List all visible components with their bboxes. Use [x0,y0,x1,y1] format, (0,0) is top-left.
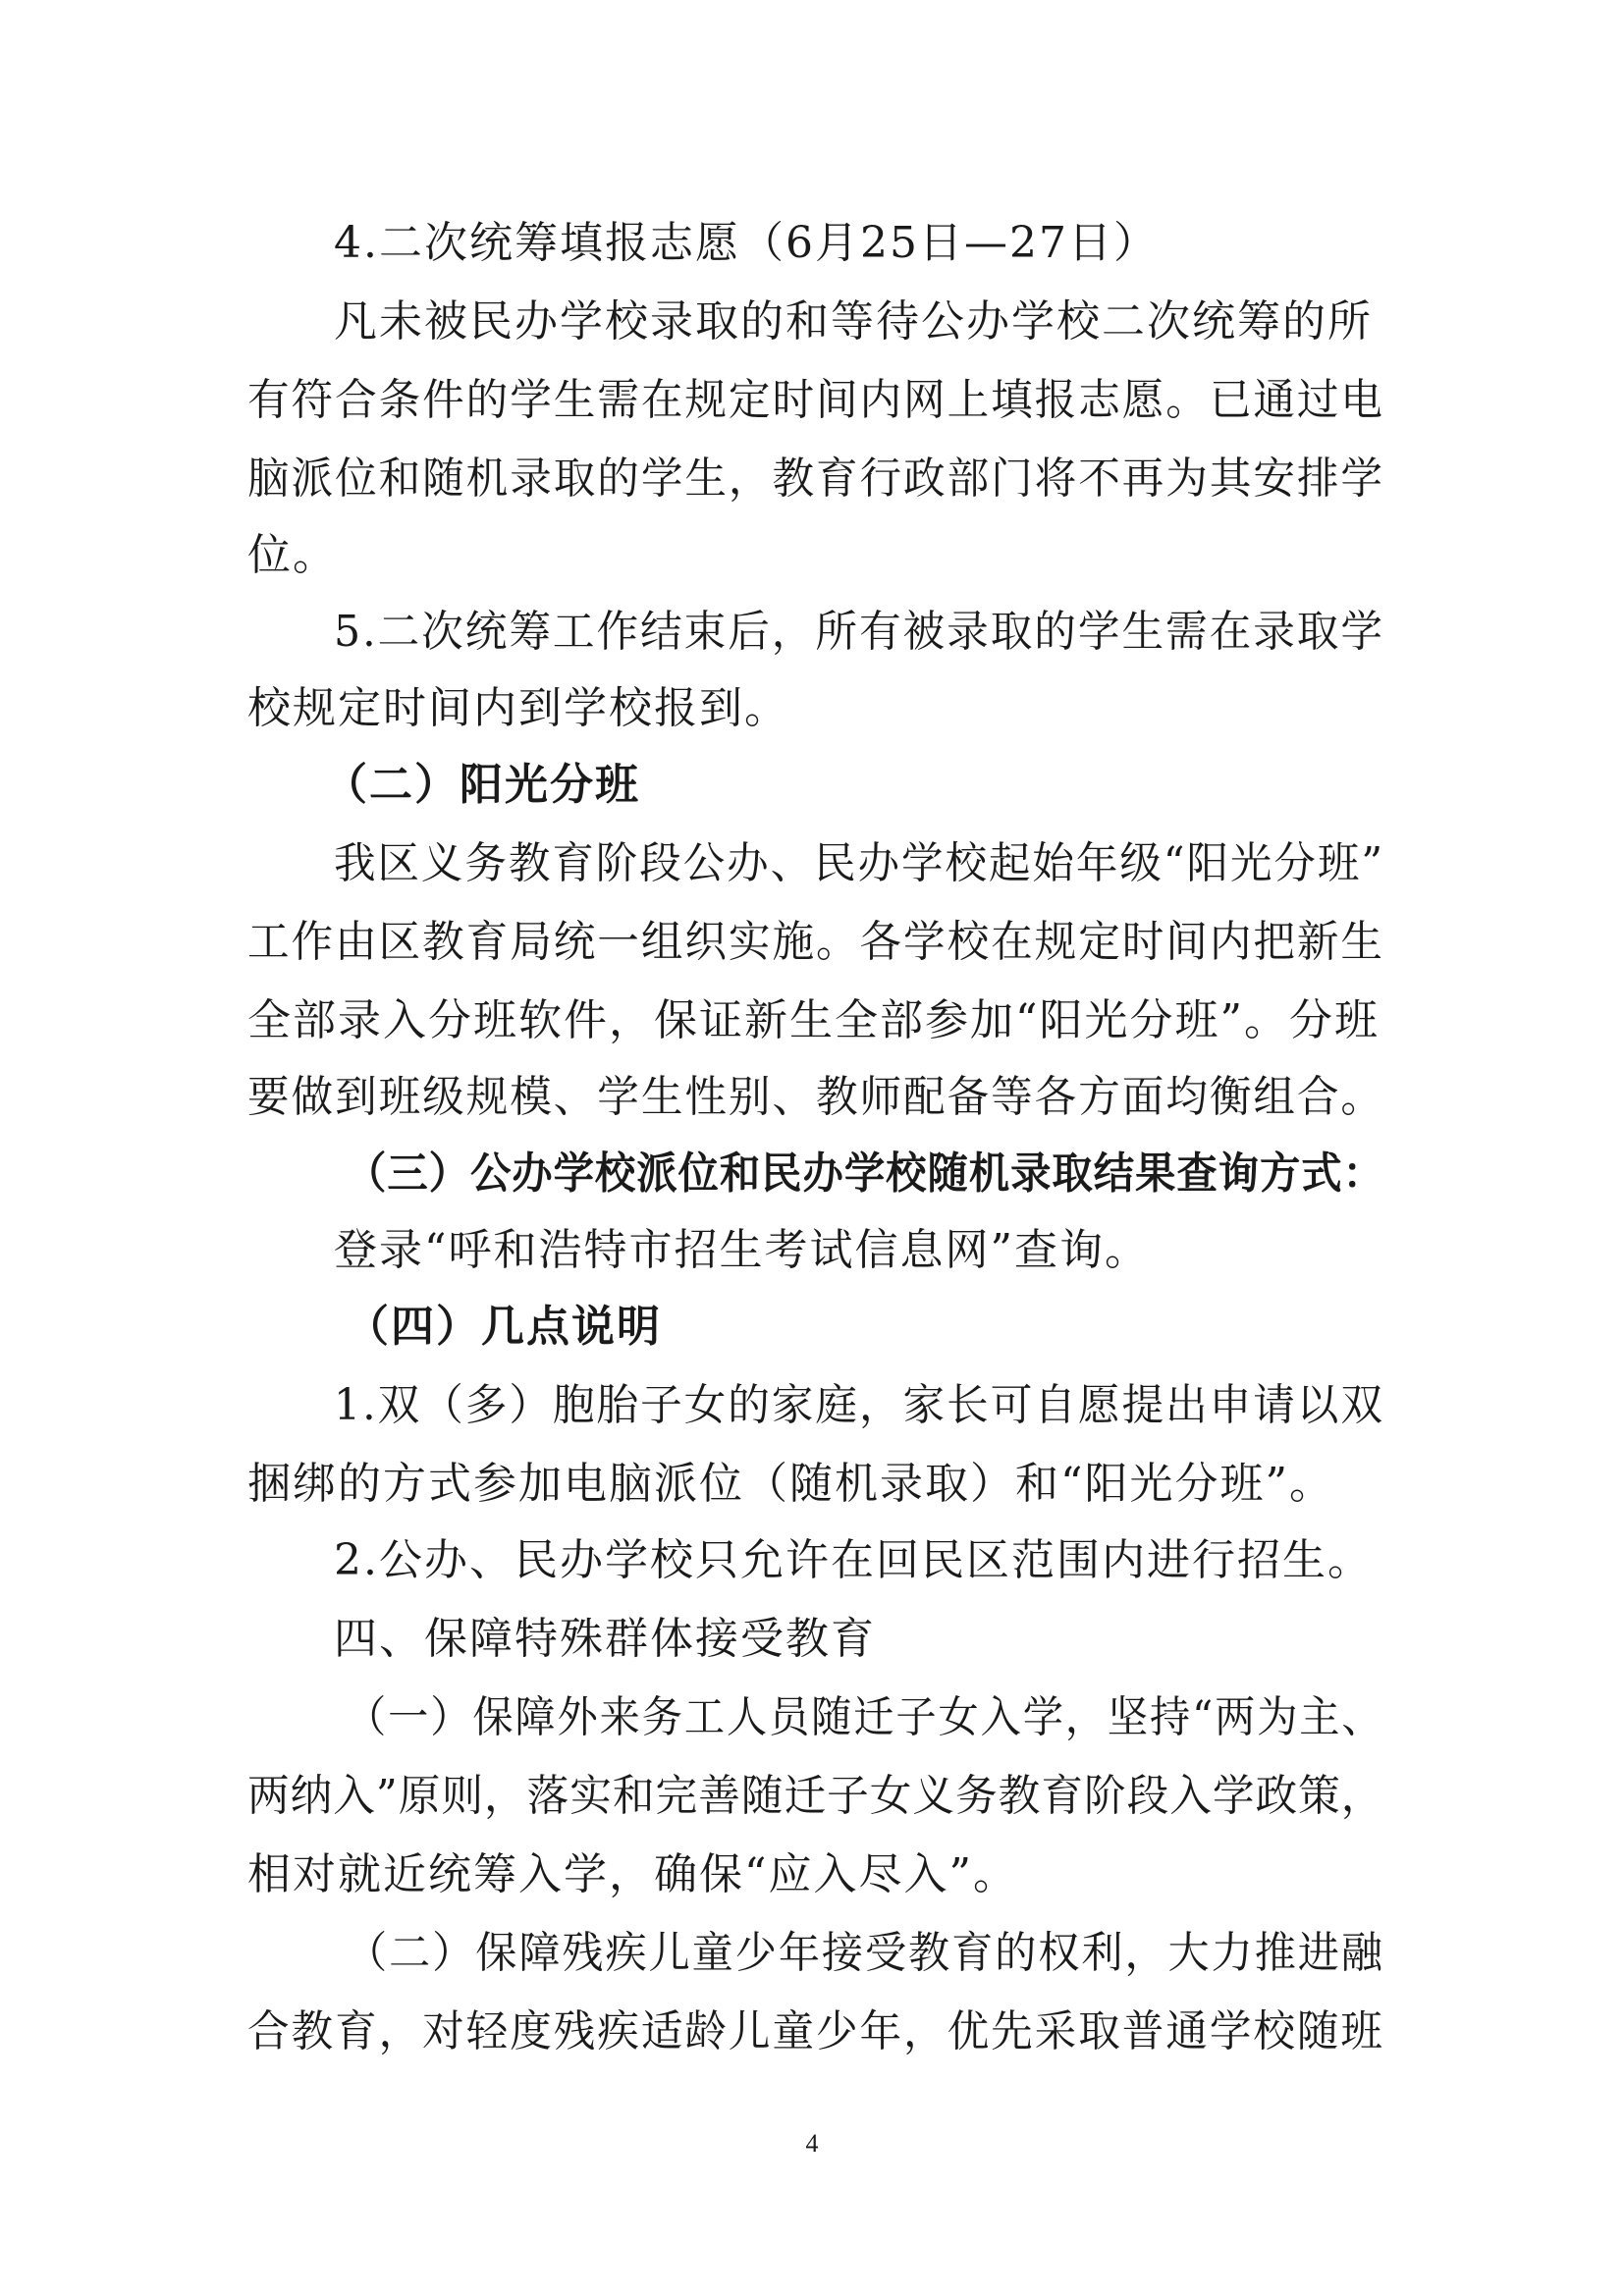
text-line: 捆绑的方式参加电脑派位（随机录取）和“阳光分班”。 [247,1459,1334,1509]
text-line: 相对就近统筹入学，确保“应入尽入”。 [247,1849,1018,1899]
text-line: （二）保障残疾儿童少年接受教育的权利，大力推进融 [346,1928,1384,1978]
section-heading: （四）几点说明 [346,1302,662,1352]
text-line: 登录“呼和浩特市招生考试信息网”查询。 [334,1225,1150,1275]
text-line: （一）保障外来务工人员随迁子女入学，坚持“两为主、 [346,1692,1384,1742]
page-number: 4 [805,2129,819,2158]
text-line: 校规定时间内到学校报到。 [247,683,789,733]
text-line: 全部录入分班软件，保证新生全部参加“阳光分班”。分班 [247,995,1380,1045]
text-line: 工作由区教育局统一组织实施。各学校在规定时间内把新生 [247,917,1384,967]
text-line: 我区义务教育阶段公办、民办学校起始年级“阳光分班” [334,838,1385,888]
text-line: 4.二次统筹填报志愿（6月25日—27日） [334,218,1159,268]
section-heading: （二）阳光分班 [324,760,640,810]
text-line: 5.二次统筹工作结束后，所有被录取的学生需在录取学 [334,607,1384,657]
text-line: 要做到班级规模、学生性别、教师配备等各方面均衡组合。 [247,1072,1384,1122]
text-line: 两纳入”原则，落实和完善随迁子女义务教育阶段入学政策， [247,1771,1384,1821]
text-line: 1.双（多）胞胎子女的家庭，家长可自愿提出申请以双 [334,1380,1384,1430]
section-heading: 四、保障特殊群体接受教育 [334,1614,876,1664]
text-line: 合教育，对轻度残疾适龄儿童少年，优先采取普通学校随班 [247,2006,1384,2056]
text-line: 2.公办、民办学校只允许在回民区范围内进行招生。 [334,1535,1373,1585]
text-line: 凡未被民办学校录取的和等待公办学校二次统筹的所 [334,296,1373,347]
section-heading: （三）公办学校派位和民办学校随机录取结果查询方式： [346,1148,1384,1199]
text-line: 脑派位和随机录取的学生，教育行政部门将不再为其安排学 [247,454,1384,504]
text-line: 有符合条件的学生需在规定时间内网上填报志愿。已通过电 [247,375,1384,425]
text-line: 位。 [247,530,338,580]
